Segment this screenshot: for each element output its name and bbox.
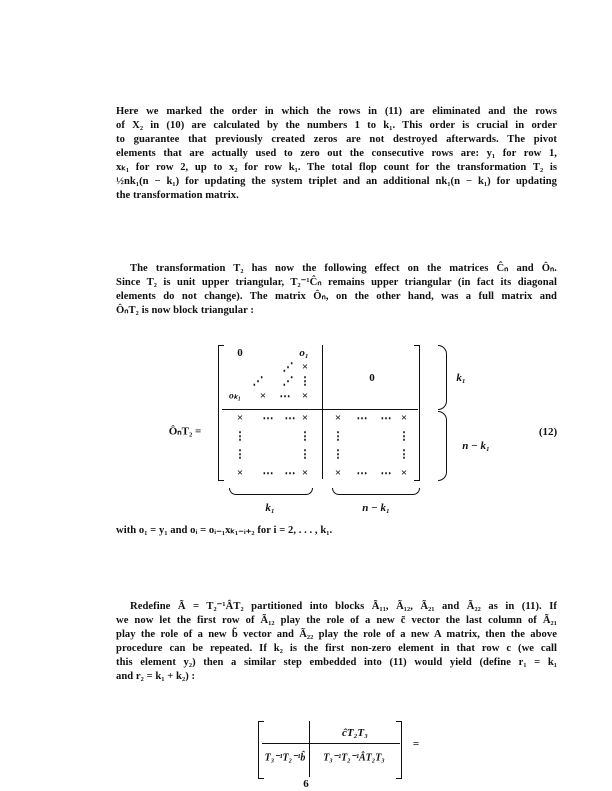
text-line: The transformation T₂ has now the following effect on the matrices Ĉₙ and Ôₙ. <box>130 263 557 274</box>
matrix-cell: × <box>334 412 342 424</box>
matrix-cell: ⋯ <box>380 467 392 480</box>
text-line: ½nk₁(n − k₁) for updating the system triplet and an additional nk₁(n − k₁) for updating <box>116 176 557 187</box>
text-line: ÔₙT₂ is now block triangular : <box>116 305 254 316</box>
brace-label: k₁ <box>456 372 466 384</box>
matrix-cell: ⋯ <box>279 390 291 403</box>
bottom-brace <box>332 488 420 495</box>
matrix-cell: × <box>236 467 244 479</box>
text-line: to guarantee that previously created zeros are not destroyed afterwards. The pivot <box>116 134 557 145</box>
right-bracket <box>414 345 420 481</box>
matrix-cell: ⋯ <box>356 467 368 480</box>
matrix-cell: oₖ₁ <box>228 391 242 402</box>
equals-sign: = <box>412 738 420 750</box>
matrix-cell: × <box>400 467 408 479</box>
text-line: procedure can be repeated. If k₂ is the first non-zero element in that row c (we call <box>116 643 557 654</box>
text-line: with o₁ = y₁ and oᵢ = oᵢ₋₁xₖ₁₋ᵢ₊₂ for i = 2, . . . , k₁. <box>116 525 333 536</box>
text-line: the transformation matrix. <box>116 190 239 201</box>
matrix-cell: o₁ <box>299 347 309 359</box>
text-line: Since T₂ is unit upper triangular, T₂⁻¹Ĉₙ remains upper triangular (in fact its diagonal <box>116 277 557 288</box>
matrix-cell: ⋰ <box>282 375 294 388</box>
right-brace <box>438 411 447 481</box>
matrix-cell: ⋮ <box>299 375 311 388</box>
matrix-cell: × <box>301 361 309 373</box>
matrix-cell: T₃⁻¹T₂⁻¹ÂT₂T₃ <box>323 752 385 764</box>
brace-label: n − k₁ <box>462 440 490 452</box>
left-bracket <box>258 721 264 779</box>
text-line: this element y₂) then a similar step embedded into (11) would yield (define r₁ = k₁ <box>116 657 557 668</box>
block-divider-vertical <box>309 721 310 777</box>
text-line: Redefine Ã = T₂⁻¹ÂT₂ partitioned into blocks Ã₁₁, Ã₁₂, Ã₂₁ and Ã₂₂ as in (11). If <box>130 601 557 612</box>
block-divider-vertical <box>322 345 323 479</box>
matrix-cell: ⋯ <box>262 467 274 480</box>
brace-label: n − k₁ <box>362 502 390 514</box>
matrix-cell: ⋯ <box>284 412 296 425</box>
matrix-cell: ⋮ <box>398 430 410 443</box>
text-line: of X₂ in (10) are calculated by the numbers 1 to k₁. This order is crucial in order <box>116 120 557 131</box>
matrix-cell: 0 <box>369 372 375 384</box>
matrix-cell: × <box>400 412 408 424</box>
text-line: and r₂ = k₁ + k₂) : <box>116 671 196 682</box>
matrix-cell: ⋮ <box>299 430 311 443</box>
text-line: play the role of a new b̃ vector and Ã₂₂ play the role of a new A matrix, then the above <box>116 629 557 640</box>
matrix-cell: ⋮ <box>398 448 410 461</box>
matrix-cell: × <box>301 390 309 402</box>
equation-lhs: ÔₙT₂ = <box>168 425 202 438</box>
matrix-cell: ⋮ <box>332 448 344 461</box>
matrix-cell: ⋮ <box>234 430 246 443</box>
matrix-cell: × <box>301 467 309 479</box>
right-bracket <box>396 721 402 779</box>
matrix-cell: ⋰ <box>252 375 264 388</box>
matrix-cell: ⋰ <box>282 361 294 374</box>
left-bracket <box>218 345 224 481</box>
matrix-cell: ĉT₂T₃ <box>342 727 368 739</box>
text-line: xₖ₁ for row 2, up to x₂ for row k₁. The total flop count for the transformation T₂ is <box>116 162 557 173</box>
equation-number: (12) <box>538 426 558 438</box>
right-brace <box>438 345 447 410</box>
matrix-cell: ⋯ <box>262 412 274 425</box>
matrix-cell: × <box>236 412 244 424</box>
matrix-cell: ⋯ <box>284 467 296 480</box>
page-number: 6 <box>303 778 309 790</box>
matrix-cell: ⋯ <box>356 412 368 425</box>
matrix-cell: ⋮ <box>299 448 311 461</box>
text-line: elements that are actually used to zero out the consecutive rows are: y₁ for row 1, <box>116 148 557 159</box>
matrix-cell: ⋯ <box>380 412 392 425</box>
matrix-cell: × <box>301 412 309 424</box>
matrix-cell: ⋮ <box>332 430 344 443</box>
matrix-cell: T₃⁻¹T₂⁻¹b̂ <box>264 752 306 764</box>
matrix-cell: × <box>334 467 342 479</box>
text-line: we now let the first row of Ã₁₂ play the role of a new c̃ vector the last column of Ã₂₁ <box>116 615 557 626</box>
matrix-cell: ⋮ <box>234 448 246 461</box>
brace-label: k₁ <box>265 502 275 514</box>
block-divider-horizontal <box>222 409 418 410</box>
block-divider-horizontal <box>262 743 400 744</box>
text-line: elements do not change). The matrix Ôₙ, on the other hand, was a full matrix and <box>116 291 557 302</box>
matrix-cell: × <box>259 390 267 402</box>
text-line: Here we marked the order in which the rows in (11) are eliminated and the rows <box>116 106 557 117</box>
bottom-brace <box>229 488 313 495</box>
matrix-cell: 0 <box>237 347 243 359</box>
